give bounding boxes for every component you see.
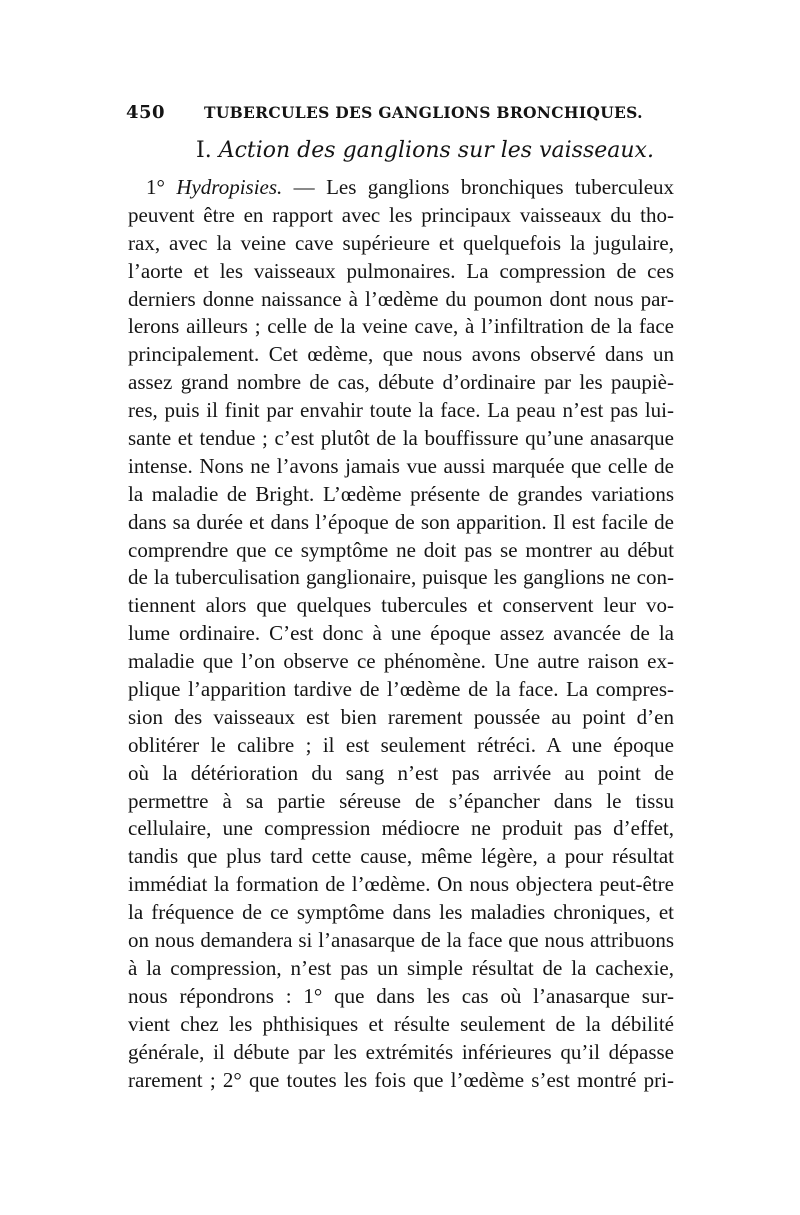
text-line: tandis que plus tard cette cause, même légère, a pour résultat [128,844,674,869]
paragraph-first-line [128,174,674,202]
paragraph-first-line-rest: — Les ganglions bronchiques tuberculeux [282,175,675,199]
text-line: nous répondrons : 1° que dans les cas où l’anasarque sur- [128,983,674,1008]
section-heading [196,138,654,163]
text-line: assez grand nombre de cas, débute d’ordinaire par les paupiè- [128,370,674,395]
text-line: sante et tendue ; c’est plutôt de la bouffissure qu’une anasarque [128,426,674,451]
text-line: à la compression, n’est pas un simple résultat de la cachexie, [128,955,674,980]
text-line: tiennent alors que quelques tubercules et conservent leur vo- [128,593,674,618]
text-line: sion des vaisseaux est bien rarement poussée au point d’en [128,704,674,729]
paragraph-lead-number: 1° [146,175,165,199]
text-line: permettre à sa partie séreuse de s’épancher dans le tissu [128,788,674,813]
text-line: maladie que l’on observe ce phénomène. Une autre raison ex- [128,649,674,674]
text-line: immédiat la formation de l’œdème. On nous objectera peut-être [128,872,674,897]
page-number: 450 [126,102,166,123]
running-header [126,98,686,128]
body-paragraph [128,174,674,1094]
section-number: I. [196,138,212,163]
text-line: la maladie de Bright. L’œdème présente de grandes variations [128,481,674,506]
text-line: lume ordinaire. C’est donc à une époque assez avancée de la [128,621,674,646]
text-line: comprendre que ce symptôme ne doit pas se montrer au début [128,537,674,562]
text-line: principalement. Cet œdème, que nous avons observé dans un [128,342,674,367]
running-title: TUBERCULES DES GANGLIONS BRONCHIQUES. [204,103,643,122]
text-line: res, puis il finit par envahir toute la face. La peau n’est pas lui- [128,398,674,423]
text-line: plique l’apparition tardive de l’œdème de la face. La compres- [128,677,674,702]
text-line: cellulaire, une compression médiocre ne produit pas d’effet, [128,816,674,841]
text-line: dans sa durée et dans l’époque de son apparition. Il est facile de [128,509,674,534]
section-title: Action des ganglions sur les vaisseaux. [218,138,654,163]
text-line: la fréquence de ce symptôme dans les maladies chroniques, et [128,900,674,925]
text-line: on nous demandera si l’anasarque de la face que nous attribuons [128,928,674,953]
text-line: derniers donne naissance à l’œdème du poumon dont nous par- [128,286,674,311]
text-line: générale, il débute par les extrémités inférieures qu’il dépasse [128,1039,674,1064]
text-line: rax, avec la veine cave supérieure et quelquefois la jugulaire, [128,230,674,255]
text-line: oblitérer le calibre ; il est seulement rétréci. A une époque [128,732,674,757]
text-line: de la tuberculisation ganglionaire, puisque les ganglions ne con- [128,565,674,590]
text-line: l’aorte et les vaisseaux pulmonaires. La compression de ces [128,258,674,283]
text-line: rarement ; 2° que toutes les fois que l’œdème s’est montré pri- [128,1067,674,1092]
paragraph-lead-title: Hydropisies. [176,175,283,199]
text-line: peuvent être en rapport avec les principaux vaisseaux du tho- [128,202,674,227]
text-line: où la détérioration du sang n’est pas arrivée au point de [128,760,674,785]
text-line: intense. Nons ne l’avons jamais vue aussi marquée que celle de [128,453,674,478]
text-line: lerons ailleurs ; celle de la veine cave, à l’infiltration de la face [128,314,674,339]
text-line: vient chez les phthisiques et résulte seulement de la débilité [128,1011,674,1036]
